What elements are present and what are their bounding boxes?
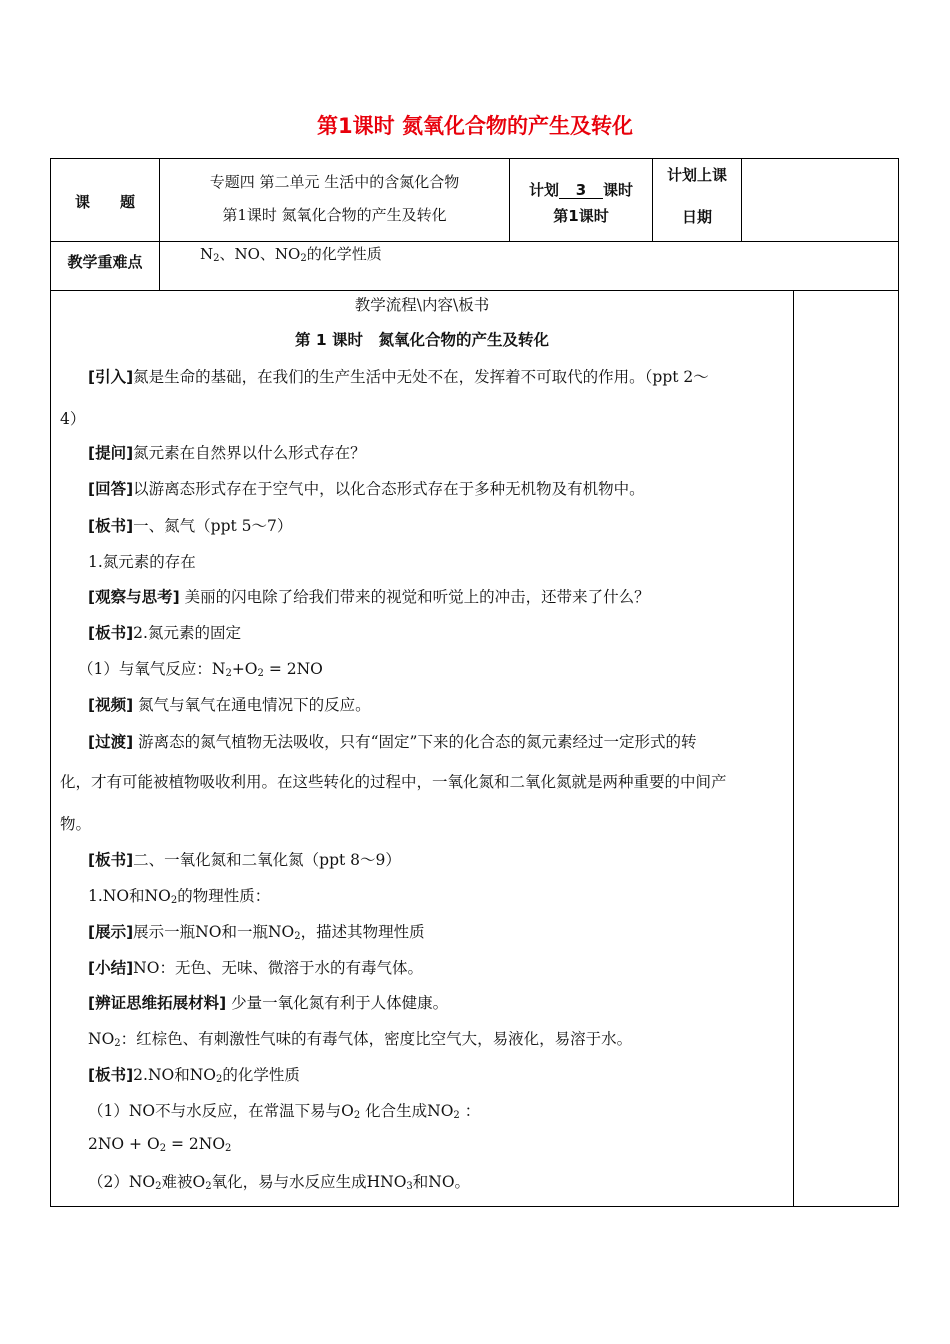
- answer-line: [回答]以游离态形式存在于空气中，以化合态形式存在于多种无机物及有机物中。: [88, 480, 645, 498]
- table-border-left: [50, 158, 51, 1207]
- key-points-content: $N_2$、NO、$NO_2$的化学性质: [200, 245, 382, 264]
- video-line: [视频] 氮气与氧气在通电情况下的反应。: [88, 696, 371, 714]
- existence-line: 1.氮元素的存在: [88, 553, 196, 571]
- table-divider: [509, 158, 510, 242]
- plan-hours: 计划 3 课时: [528, 181, 634, 199]
- chem-props-line-1: （1）NO不与水反应，在常温下易与$O_2$ 化合生成$NO_2$ ：: [88, 1102, 481, 1121]
- no2-props-line: $NO_2$：红棕色、有刺激性气味的有毒气体，密度比空气大，易液化，易溶于水。: [88, 1030, 633, 1049]
- question-line: [提问]氮元素在自然界以什么形式存在？: [88, 444, 366, 462]
- table-divider: [793, 290, 794, 1207]
- table-border-right: [898, 158, 899, 1207]
- transition-line-1: [过渡] 游离态的氮气植物无法吸收，只有“固定”下来的化合态的氮元素经过一定形式的转: [88, 733, 697, 751]
- show-line: [展示]展示一瓶NO和一瓶$NO_2$，描述其物理性质: [88, 923, 425, 942]
- topic-line-2: 第1课时 氮氧化合物的产生及转化: [222, 206, 447, 224]
- board-line-4: [板书]2.NO和$NO_2$的化学性质: [88, 1066, 300, 1085]
- transition-line-2: 化，才有可能被植物吸收利用。在这些转化的过程中，一氧化氮和二氧化氮就是两种重要的中间产: [60, 773, 727, 791]
- table-divider: [50, 241, 899, 242]
- physical-props-line: 1.NO和$NO_2$的物理性质：: [88, 887, 271, 906]
- intro-line: [引入]氮是生命的基础，在我们的生产生活中无处不在，发挥着不可取代的作用。（ppt 2～: [88, 368, 709, 386]
- intro-line-cont: 4）: [60, 410, 86, 428]
- chem-props-line-2: $(2)NO_2$难被$O_2$氧化，易与水反应生成$HNO_3$和NO。: [88, 1173, 471, 1192]
- table-border-top: [50, 158, 899, 159]
- extension-line: [辨证思维拓展材料] 少量一氧化氮有利于人体健康。: [88, 994, 449, 1012]
- date-label-1: 计划上课: [666, 166, 727, 184]
- document-title: 第1课时 氮氧化合物的产生及转化: [317, 114, 633, 138]
- table-border-bottom: [50, 1206, 899, 1207]
- table-divider: [50, 290, 899, 291]
- board-line-2: [板书]2.氮元素的固定: [88, 624, 241, 642]
- plan-session: 第1课时: [553, 207, 609, 225]
- board-line-1: [板书]一、氮气（ppt 5～7）: [88, 517, 293, 535]
- summary-line: [小结]NO：无色、无味、微溶于水的有毒气体。: [88, 959, 423, 977]
- flow-header: 教学流程\内容\板书: [354, 296, 490, 314]
- lesson-title: 第 1 课时 氮氧化合物的产生及转化: [294, 331, 550, 349]
- topic-line-1: 专题四 第二单元 生活中的含氮化合物: [209, 173, 460, 191]
- equation-line: $2NO + O_2 = 2NO_2$: [88, 1135, 232, 1154]
- date-label-2: 日期: [681, 208, 712, 226]
- reaction-line-1: （1）与氧气反应：$N_2+O_2 = 2NO$: [78, 660, 323, 679]
- key-points-label: 教学重难点: [67, 253, 143, 271]
- observe-line: [观察与思考] 美丽的闪电除了给我们带来的视觉和听觉上的冲击，还带来了什么？: [88, 588, 650, 606]
- date-value-cell: [742, 160, 898, 240]
- board-line-3: [板书]二、一氧化氮和二氧化氮（ppt 8～9）: [88, 851, 401, 869]
- topic-label: 课 题: [74, 193, 135, 211]
- transition-line-3: 物。: [60, 815, 92, 833]
